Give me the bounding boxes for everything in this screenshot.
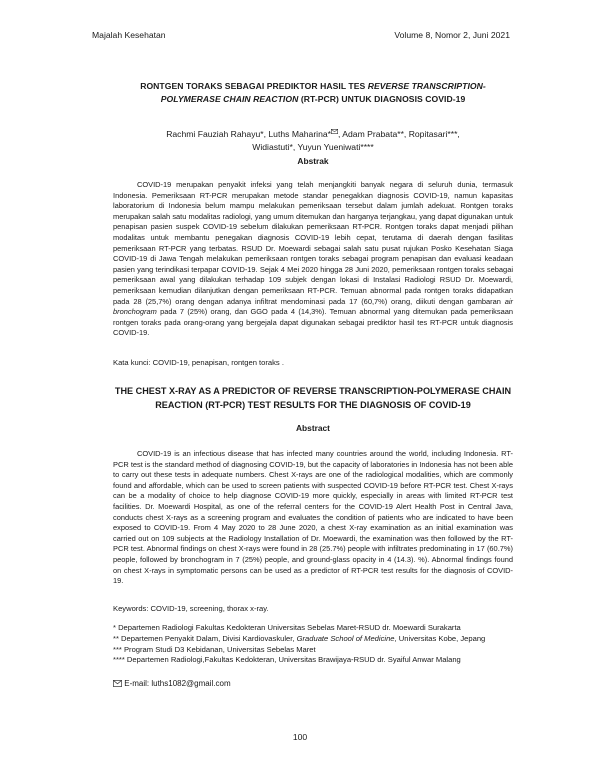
article-title-english: THE CHEST X-RAY AS A PREDICTOR OF REVERSE TRANSCRIPTION-POLYMERASE CHAIN REACTION (RT-PCR) TEST RESULTS FOR THE DIAGNOSIS OF COVID-19: [114, 386, 512, 410]
abstrak-heading: Abstrak: [297, 156, 329, 166]
article-title-indonesian: RONTGEN TORAKS SEBAGAI PREDIKTOR HASIL TES REVERSE TRANSCRIPTION-POLYMERASE CHAIN REACTION (RT-PCR) UNTUK DIAGNOSIS COVID-19: [140, 81, 486, 104]
authors-line-1: Rachmi Fauziah Rahayu*, Luths Maharina*: [166, 128, 331, 139]
envelope-icon: [331, 129, 338, 135]
abstrak-body: COVID-19 merupakan penyakit infeksi yang telah menjangkiti banyak negara di seluruh dunia, termasuk Indonesia. Pemeriksaan RT-PCR merupakan metode standar penegakkan diagnosis COVID-19, namun kapasitas laboratorium di Indonesia belum mampu melakukan pemeriksaan tersebut dalam jumlah adekuat. Rontgen toraks merupakan salah satu modalitas radiologi, yang umum ditemukan dan harganya terjangkau, yang dapat digunakan untuk penapisan pasien suspek COVID-19 sebelum dilakukan pemeriksaan RT-PCR. Rontgen toraks dapat menjadi pilihan modalitas untuk membantu penegakan diagnosis COVID-19 lebih cepat, terutama di daerah dengan fasilitas pemeriksaan RT-PCR yang terbatas. RSUD Dr. Moewardi sebagai salah satu pusat rujukan Posko Kesehatan Siaga COVID-19 di Jawa Tengah melakukan pemeriksaan rontgen toraks sebagai program penapisan dan evaluasi keadaan pasien yang terindikasi terpapar COVID-19. Sejak 4 Mei 2020 hingga 28 Juni 2020, pemeriksaan rontgen toraks sebagai pemeriksaan awal yang dilakukan terhadap 109 subjek dengan lokasi di Instalasi Radiologi RSUD Dr. Moewardi, pemeriksaan kemudian dilanjutkan dengan pemeriksaan RT-PCR. Temuan abnormal pada rontgen toraks didapatkan pada 28 (25,7%) orang dengan adanya infiltrat mendominasi pada 17 (60,7%) orang, diikuti dengan gambaran air bronchogram pada 7 (25%) orang, dan GGO pada 4 (14,3%). Temuan abnormal yang ditemukan pada pemeriksaan rontgen toraks pada orang-orang yang bergejala dapat digunakan sebagai prediktor hasil tes RT-PCR untuk diagnosis COVID-19.: [113, 180, 513, 338]
author-list: [113, 126, 513, 154]
envelope-icon: [113, 679, 122, 688]
corresponding-email: [113, 679, 513, 688]
kata-kunci: Kata kunci: COVID-19, penapisan, rontgen toraks .: [113, 358, 284, 367]
affiliation-3: *** Program Studi D3 Kebidanan, Universitas Sebelas Maret: [113, 644, 316, 654]
keywords: Keywords: COVID-19, screening, thorax x-ray.: [113, 604, 269, 613]
journal-name: Majalah Kesehatan: [92, 30, 166, 40]
authors-line-2: Widiastuti*, Yuyun Yueniwati****: [252, 141, 374, 152]
email-text: E-mail: luths1082@gmail.com: [124, 679, 231, 688]
abstract-body: COVID-19 is an infectious disease that has infected many countries around the world, including Indonesia. RT-PCR test is the standard method of diagnosing COVID-19, but the capacity of laboratories in Indonesia has not been able to carry out these tests in adequate numbers. Chest X-rays are one of the radiological modalities, which are commonly found and affordable, which can be used to screen patients with suspected COVID-19 before RT-PCR test. Chest X-rays can be a modality of choice to help diagnose COVID-19 more quickly, especially in areas with limited RT-PCR test facilities. Dr. Moewardi Hospital, as one of the referral centers for the COVID-19 Alert Health Post in Central Java, conducts chest X-rays as a screening program and evaluates the condition of patients who are indicated to have been exposed to COVID-19. From 4 May 2020 to 28 June 2020, a chest X-ray examination as an initial examination was carried out on 109 subjects at the Radiology Installation of Dr. Moewardi, the examination was then followed by the RT-PCR test. Abnormal findings on chest X-rays were found in 28 (25.7%) people with infiltrates predominating in 17 (60.7%) people, followed by bronchogram in 7 (25%) people, and ground-glass opacity in 4 (14.3). %). Abnormal findings found on chest X-rays in symptomatic persons can be used as a predictor of RT-PCR test results for the diagnosis of COVID-19.: [113, 449, 513, 586]
authors-line-1b: , Adam Prabata**, Ropitasari***,: [338, 128, 460, 139]
affiliations: [113, 623, 513, 666]
page-number: 100: [292, 732, 308, 742]
abstract-heading: Abstract: [296, 423, 330, 433]
affiliation-1: * Departemen Radiologi Fakultas Kedokteran Universitas Sebelas Maret-RSUD dr. Moewardi Surakarta: [113, 623, 461, 632]
affiliation-4: **** Departemen Radiologi,Fakultas Kedokteran, Universitas Brawijaya-RSUD dr. Syaiful Anwar Malang: [113, 655, 461, 665]
journal-volume: Volume 8, Nomor 2, Juni 2021: [394, 30, 510, 40]
affiliation-2: ** Departemen Penyakit Dalam, Divisi Kardiovaskuler, Graduate School of Medicine, Universitas Kobe, Jepang: [113, 633, 486, 643]
